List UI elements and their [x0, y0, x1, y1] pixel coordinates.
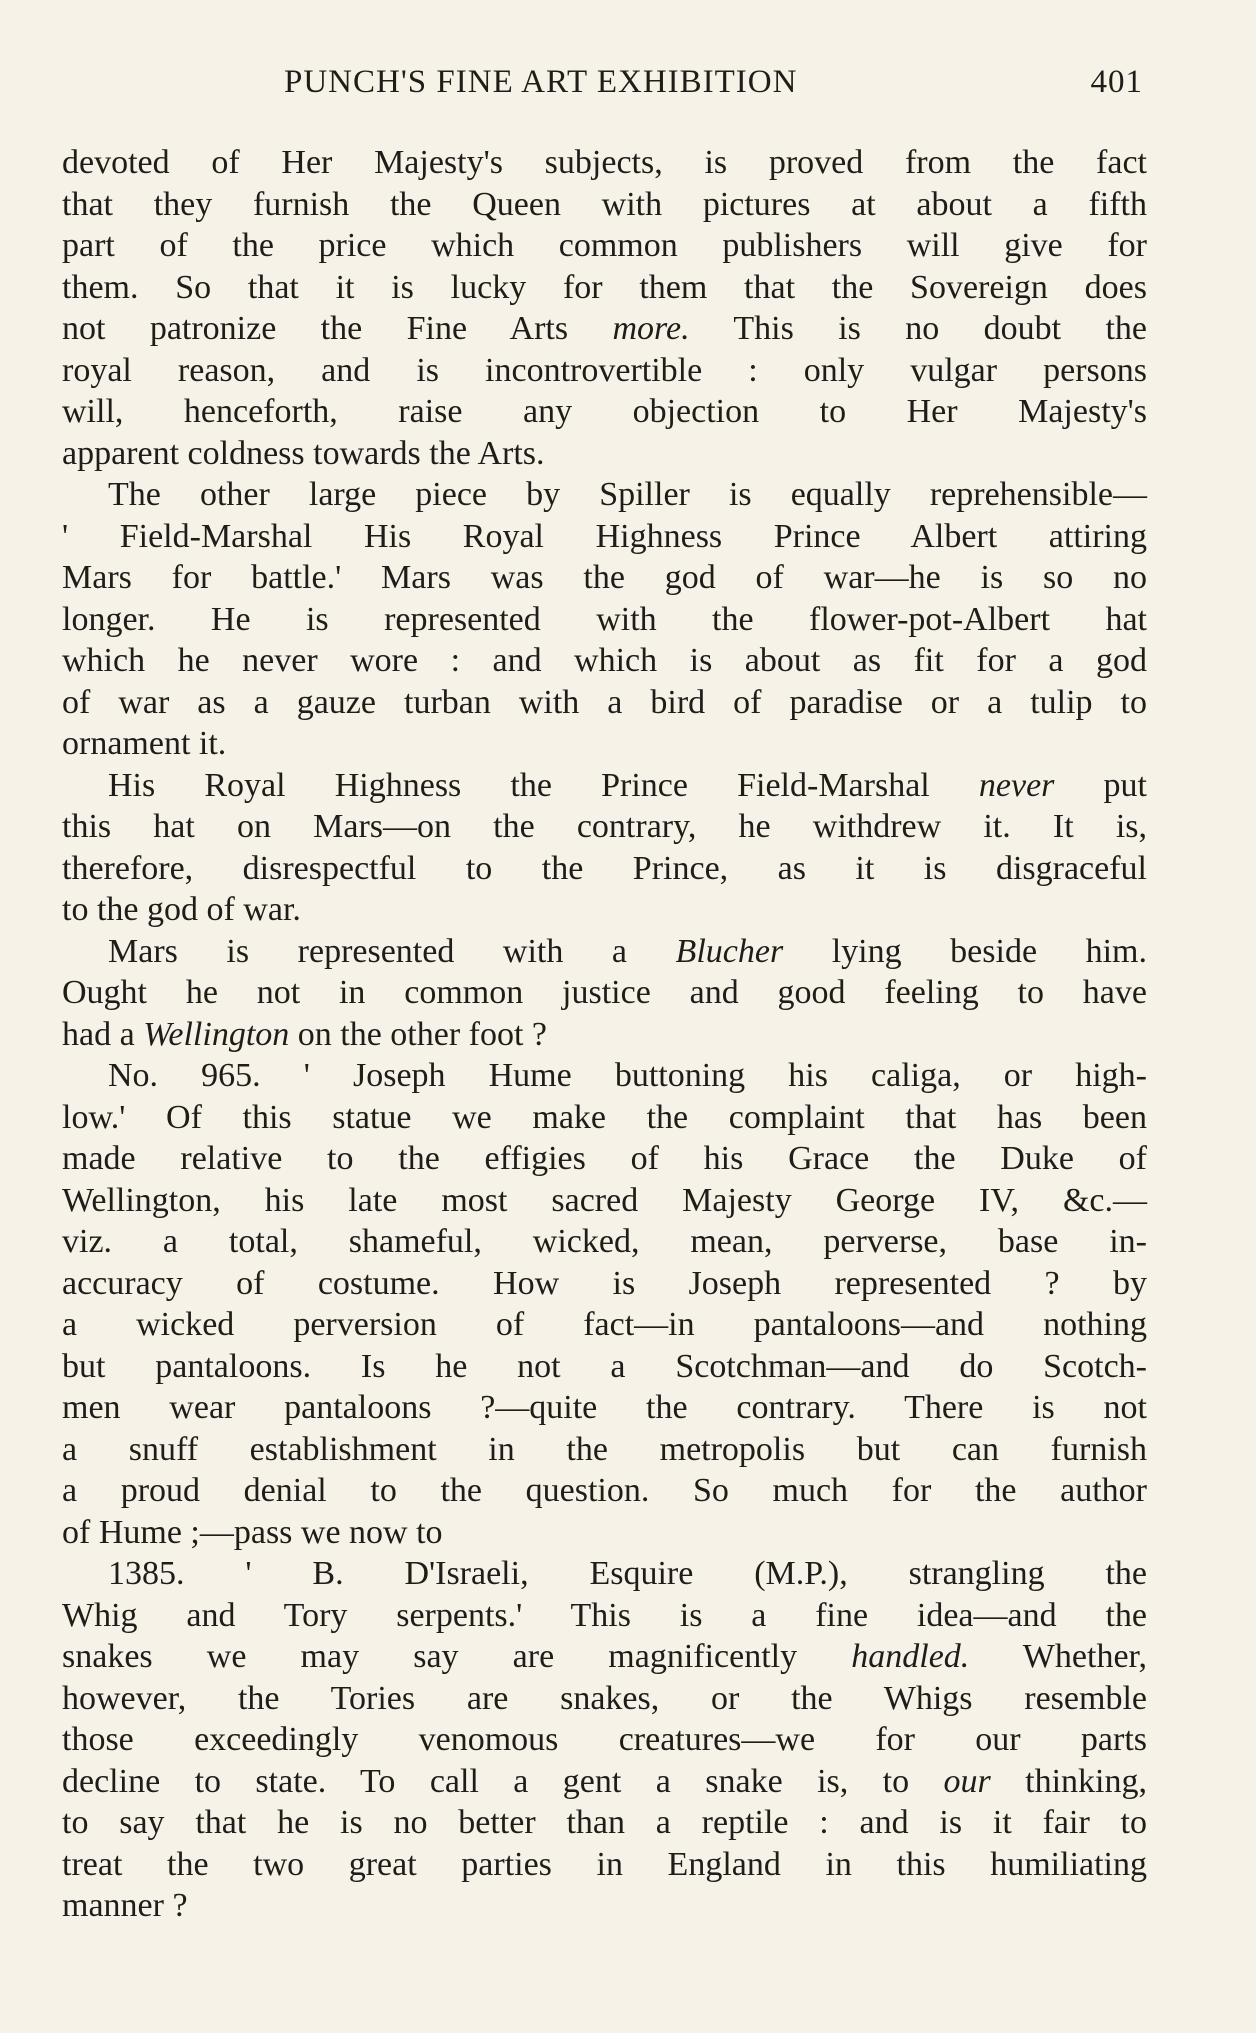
text-line: treat the two great parties in England in this humiliating: [62, 1845, 1147, 1883]
text-line: Wellington, his late most sacred Majesty George IV, &c.—: [62, 1181, 1147, 1219]
text-line: Ought he not in common justice and good feeling to have: [62, 974, 1147, 1011]
text-line: Whig and Tory serpents.' This is a fine idea—and the: [62, 1596, 1147, 1634]
text-line: this hat on Mars—on the contrary, he withdrew it. It is,: [62, 808, 1147, 845]
text-line: not patronize the Fine Arts more. This is no doubt the: [62, 310, 1147, 347]
text-line: however, the Tories are snakes, or the Whigs resemble: [62, 1679, 1147, 1717]
text-line: ornament it.: [62, 725, 227, 762]
text-line: therefore, disrespectful to the Prince, as it is disgraceful: [62, 849, 1147, 887]
text-line: apparent coldness towards the Arts.: [62, 434, 545, 472]
text-line: decline to state. To call a gent a snake is, to our thinking,: [62, 1762, 1147, 1800]
text-line: His Royal Highness the Prince Field-Marshal never put: [108, 766, 1147, 804]
running-header: [62, 64, 1143, 108]
text-line: men wear pantaloons ?—quite the contrary. There is not: [62, 1389, 1147, 1426]
text-line: devoted of Her Majesty's subjects, is proved from the fact: [62, 144, 1147, 181]
text-line: accuracy of costume. How is Joseph represented ? by: [62, 1264, 1147, 1302]
text-line: royal reason, and is incontrovertible : only vulgar persons: [62, 351, 1147, 389]
text-line: Mars for battle.' Mars was the god of war—he is so no: [62, 559, 1147, 596]
body-text: [62, 142, 1147, 1927]
text-line: but pantaloons. Is he not a Scotchman—and do Scotch-: [62, 1347, 1147, 1385]
text-line: ' Field-Marshal His Royal Highness Prince Albert attiring: [62, 517, 1147, 555]
text-line: will, henceforth, raise any objection to Her Majesty's: [62, 393, 1147, 430]
text-line: manner ?: [62, 1887, 188, 1924]
text-line: a proud denial to the question. So much for the author: [62, 1472, 1147, 1509]
text-line: of war as a gauze turban with a bird of paradise or a tulip to: [62, 683, 1147, 721]
running-title: PUNCH'S FINE ART EXHIBITION: [284, 64, 798, 100]
text-line: snakes we may say are magnificently handled. Whether,: [62, 1638, 1147, 1675]
text-line: had a Wellington on the other foot ?: [62, 1015, 548, 1053]
text-line: them. So that it is lucky for them that the Sovereign does: [62, 268, 1147, 306]
text-line: The other large piece by Spiller is equally reprehensible—: [108, 476, 1147, 513]
text-line: a snuff establishment in the metropolis but can furnish: [62, 1430, 1147, 1468]
page-number: 401: [1090, 64, 1143, 100]
text-line: No. 965. ' Joseph Hume buttoning his caliga, or high-: [108, 1057, 1147, 1094]
text-line: low.' Of this statue we make the complaint that has been: [62, 1098, 1147, 1136]
text-line: part of the price which common publishers will give for: [62, 227, 1147, 264]
text-line: viz. a total, shameful, wicked, mean, perverse, base in-: [62, 1223, 1147, 1260]
text-line: to say that he is no better than a reptile : and is it fair to: [62, 1804, 1147, 1841]
text-line: which he never wore : and which is about as fit for a god: [62, 642, 1147, 679]
text-line: made relative to the effigies of his Grace the Duke of: [62, 1140, 1147, 1177]
text-line: to the god of war.: [62, 891, 301, 928]
text-line: longer. He is represented with the flower-pot-Albert hat: [62, 600, 1147, 638]
text-line: a wicked perversion of fact—in pantaloons—and nothing: [62, 1306, 1147, 1343]
text-line: 1385. ' B. D'Israeli, Esquire (M.P.), strangling the: [108, 1555, 1147, 1592]
text-line: those exceedingly venomous creatures—we for our parts: [62, 1721, 1147, 1758]
text-line: Mars is represented with a Blucher lying beside him.: [108, 932, 1147, 970]
text-line: that they furnish the Queen with pictures at about a fifth: [62, 185, 1147, 223]
text-line: of Hume ;—pass we now to: [62, 1513, 443, 1551]
